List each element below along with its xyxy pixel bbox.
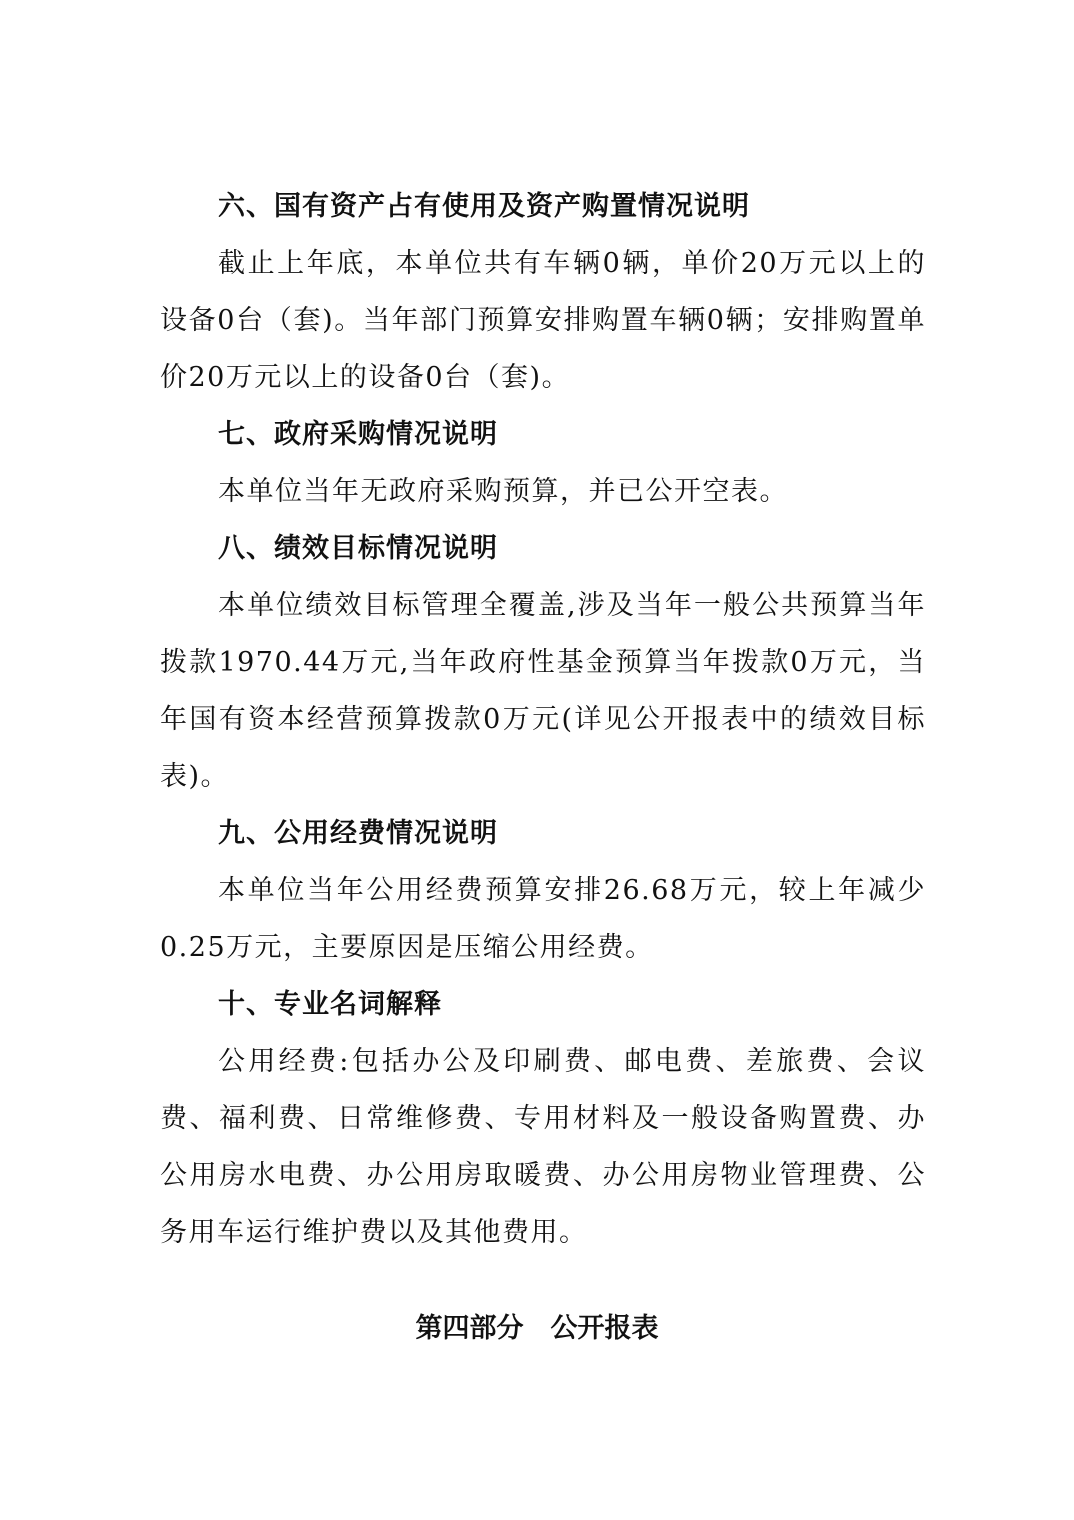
section-paragraph: 本单位绩效目标管理全覆盖,涉及当年一般公共预算当年拨款1970.44万元,当年政府性基金预算当年拨款0万元，当年国有资本经营预算拨款0万元(详见公开报表中的绩效目标表)。 [160, 590, 926, 792]
part-title: 第四部分 公开报表 [415, 1313, 659, 1344]
section-paragraph: 本单位当年公用经费预算安排26.68万元，较上年减少0.25万元，主要原因是压缩公用经费。 [160, 875, 926, 963]
section-government-procurement [160, 406, 926, 520]
section-glossary [160, 976, 926, 1261]
section-heading: 八、绩效目标情况说明 [218, 533, 498, 564]
section-paragraph: 公用经费:包括办公及印刷费、邮电费、差旅费、会议费、福利费、日常维修费、专用材料及一般设备购置费、办公用房水电费、办公用房取暖费、办公用房物业管理费、公务用车运行维护费以及其他费用。 [160, 1046, 926, 1248]
section-performance-goals [160, 520, 926, 805]
section-heading: 六、国有资产占有使用及资产购置情况说明 [218, 191, 750, 222]
document-body [160, 178, 926, 1261]
section-state-assets [160, 178, 926, 406]
section-heading: 十、专业名词解释 [218, 989, 442, 1020]
section-heading: 九、公用经费情况说明 [218, 818, 498, 849]
section-paragraph: 本单位当年无政府采购预算，并已公开空表。 [218, 476, 788, 507]
section-public-funds [160, 805, 926, 976]
section-heading: 七、政府采购情况说明 [218, 419, 498, 450]
section-paragraph: 截止上年底，本单位共有车辆0辆，单价20万元以上的设备0台（套)。当年部门预算安排购置车辆0辆；安排购置单价20万元以上的设备0台（套)。 [160, 248, 926, 393]
